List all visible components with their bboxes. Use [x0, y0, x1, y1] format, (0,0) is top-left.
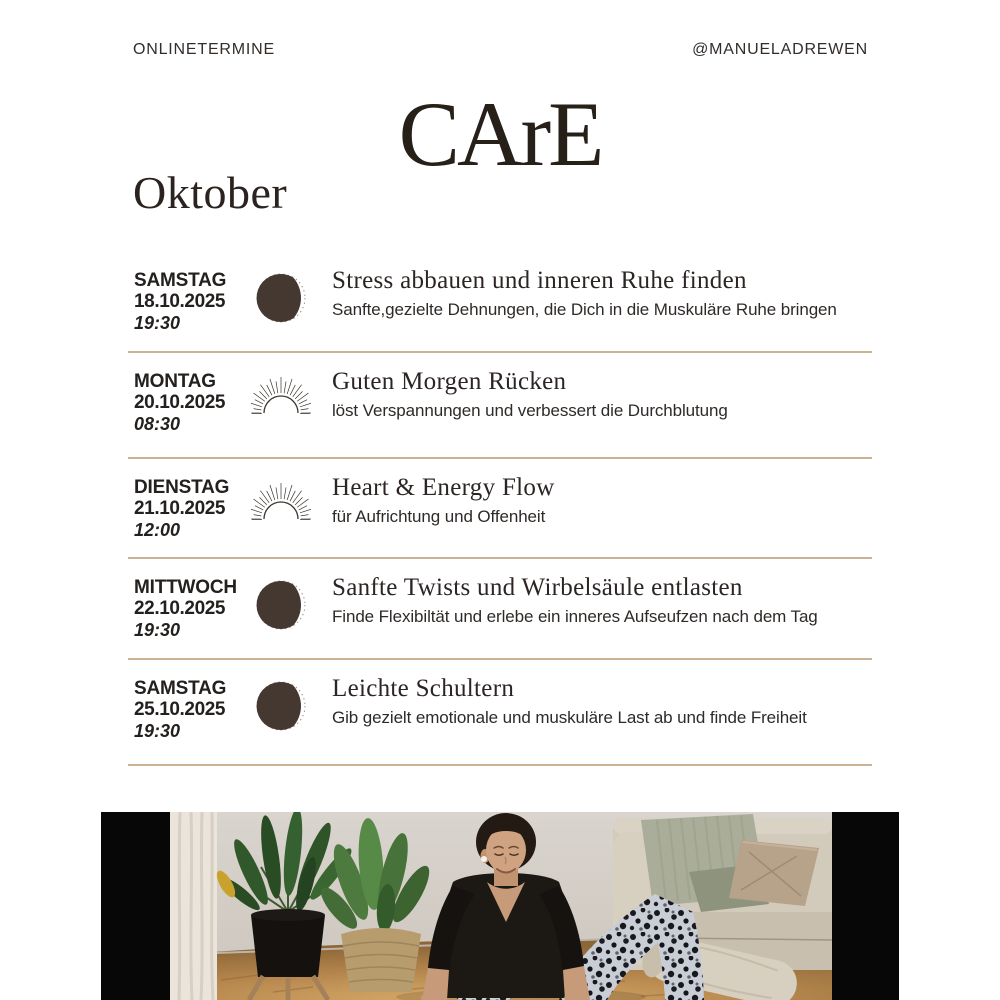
session-title: Heart & Energy Flow	[332, 474, 555, 501]
date-label: 21.10.2025	[134, 498, 226, 520]
date-label: 20.10.2025	[134, 392, 226, 414]
date-block	[134, 475, 246, 540]
session-text	[332, 369, 872, 421]
date-block	[134, 575, 246, 640]
instagram-handle: @MANUELADREWEN	[692, 41, 868, 58]
session-title: Sanfte Twists und Wirbelsäule entlasten	[332, 574, 743, 601]
day-label: MITTWOCH	[134, 577, 237, 598]
session-text	[332, 575, 872, 627]
crescent-moon-icon	[251, 575, 311, 635]
session-text	[332, 268, 872, 320]
schedule-row	[128, 559, 872, 660]
date-block	[134, 369, 246, 434]
schedule-row	[128, 660, 872, 766]
session-title: Leichte Schultern	[332, 675, 515, 702]
crescent-moon-icon	[251, 268, 311, 328]
date-block	[134, 268, 246, 333]
date-label: 18.10.2025	[134, 291, 226, 313]
yoga-class-photo	[101, 812, 899, 1000]
time-label: 19:30	[134, 720, 181, 741]
header-left-label: ONLINETERMINE	[133, 41, 275, 58]
session-icon-slot	[246, 369, 316, 423]
date-label: 22.10.2025	[134, 598, 226, 620]
header-bar	[133, 41, 868, 59]
crescent-moon-icon	[251, 676, 311, 736]
day-label: SAMSTAG	[134, 678, 227, 699]
session-text	[332, 676, 872, 728]
page-title: CArE	[398, 83, 602, 185]
time-label: 19:30	[134, 619, 181, 640]
session-title: Guten Morgen Rücken	[332, 368, 567, 395]
day-label: SAMSTAG	[134, 270, 227, 291]
session-icon-slot	[246, 268, 316, 328]
schedule-list	[128, 252, 872, 766]
session-icon-slot	[246, 475, 316, 529]
yoga-photo-illustration	[101, 812, 899, 1000]
session-title: Stress abbauen und inneren Ruhe finden	[332, 267, 747, 294]
time-label: 12:00	[134, 519, 181, 540]
time-label: 08:30	[134, 413, 181, 434]
month-heading: Oktober	[133, 167, 288, 218]
schedule-row	[128, 252, 872, 353]
sunrise-icon	[251, 377, 311, 423]
date-label: 25.10.2025	[134, 699, 226, 721]
session-text	[332, 475, 872, 527]
session-icon-slot	[246, 676, 316, 736]
session-description: Sanfte,gezielte Dehnungen, die Dich in die Muskuläre Ruhe bringen	[332, 300, 837, 320]
day-label: MONTAG	[134, 371, 216, 392]
session-description: Finde Flexibiltät und erlebe ein inneres Aufseufzen nach dem Tag	[332, 607, 818, 627]
session-description: Gib gezielt emotionale und muskuläre Last ab und finde Freiheit	[332, 708, 807, 728]
time-label: 19:30	[134, 312, 181, 333]
sunrise-icon	[251, 483, 311, 529]
schedule-row	[128, 353, 872, 459]
session-description: für Aufrichtung und Offenheit	[332, 507, 546, 527]
day-label: DIENSTAG	[134, 477, 230, 498]
session-description: löst Verspannungen und verbessert die Durchblutung	[332, 401, 728, 421]
date-block	[134, 676, 246, 741]
schedule-row	[128, 459, 872, 559]
session-icon-slot	[246, 575, 316, 635]
